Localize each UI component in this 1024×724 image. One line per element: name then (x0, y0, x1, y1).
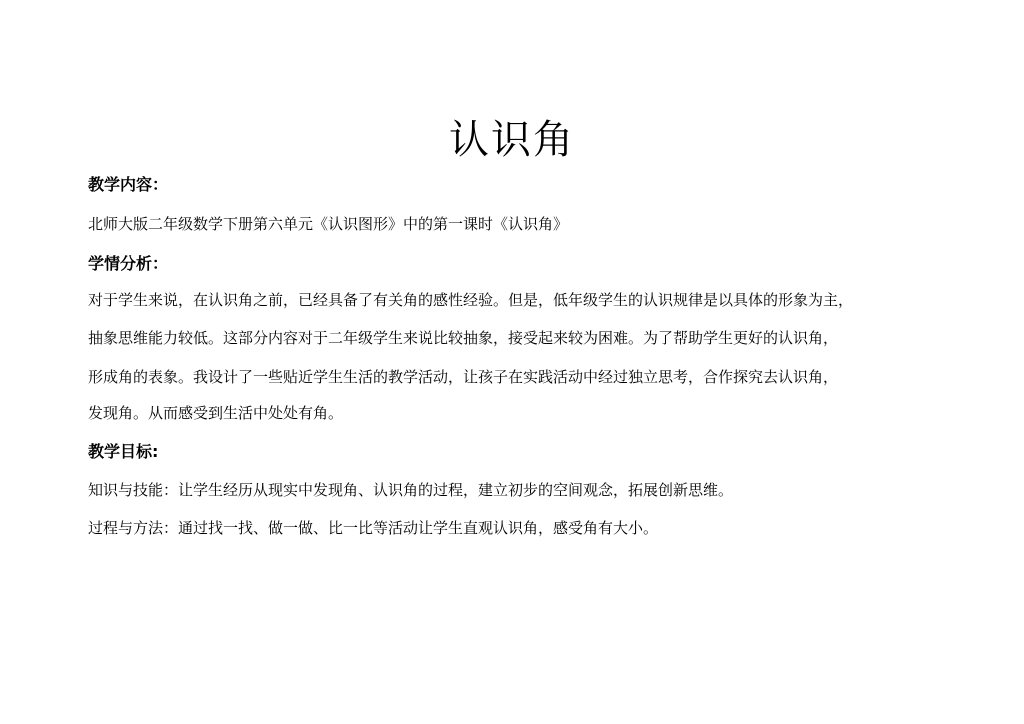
section-heading-analysis: 学情分析： (88, 254, 169, 273)
analysis-line: 发现角。从而感受到生活中处处有角。 (88, 404, 344, 422)
section-heading-content: 教学内容： (88, 175, 169, 194)
analysis-line: 对于学生来说，在认识角之前，已经具备了有关角的感性经验。但是，低年级学生的认识规律是以具体的形象为主， (88, 291, 854, 309)
page-title: 认识角 (449, 117, 575, 163)
analysis-line: 抽象思维能力较低。这部分内容对于二年级学生来说比较抽象，接受起来较为困难。为了帮助学生更好的认识角， (88, 329, 839, 347)
analysis-line: 形成角的表象。我设计了一些贴近学生生活的教学活动，让孩子在实践活动中经过独立思考，合作探究去认识角， (88, 368, 839, 386)
goal-item: 过程与方法：通过找一找、做一做、比一比等活动让学生直观认识角，感受角有大小。 (88, 519, 659, 537)
content-text: 北师大版二年级数学下册第六单元《认识图形》中的第一课时《认识角》 (88, 215, 569, 233)
section-heading-goals: 教学目标: (88, 442, 159, 461)
goal-item: 知识与技能：让学生经历从现实中发现角、认识角的过程，建立初步的空间观念，拓展创新思维。 (88, 481, 734, 499)
